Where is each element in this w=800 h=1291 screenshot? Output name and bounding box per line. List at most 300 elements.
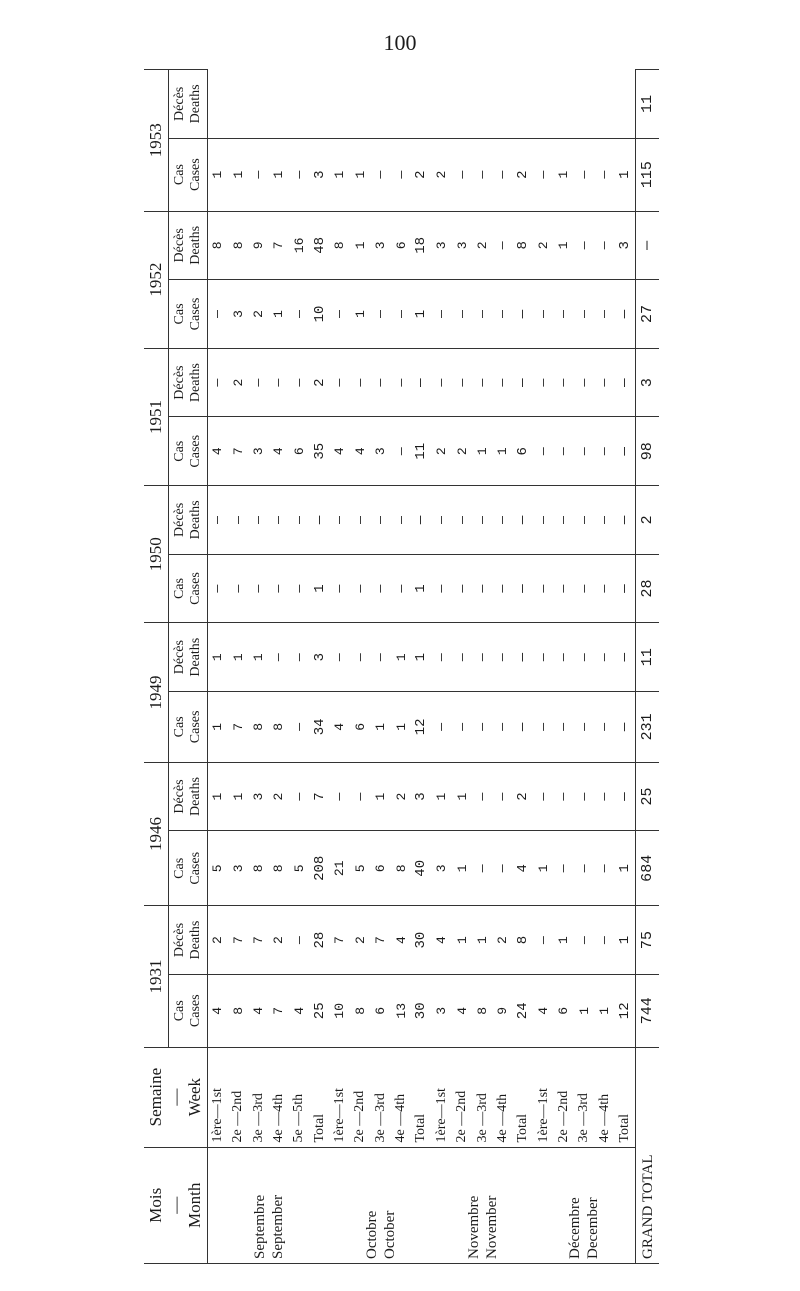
total-value: — [309,486,329,555]
value-cell: — [574,554,594,623]
value-cell: — [452,554,472,623]
value-cell: — [594,348,614,417]
total-value: 3 [309,623,329,692]
week-label: 3e —3rd [574,1047,594,1147]
grand-total-value: 2 [636,486,659,555]
value-cell: 1 [472,417,492,486]
value-cell: — [432,348,452,417]
total-value: 8 [513,906,533,975]
value-cell: 2 [432,417,452,486]
value-cell: 8 [269,831,289,906]
table-row [228,70,248,1264]
total-value: — [513,623,533,692]
value-cell: 4 [248,974,268,1047]
total-value: 30 [411,906,431,975]
value-cell: — [391,486,411,555]
total-value: 3 [615,211,636,280]
week-label: 4e —4th [269,1047,289,1147]
value-cell: — [350,762,370,831]
total-value: — [513,692,533,763]
value-cell: 6 [371,831,391,906]
week-header: Semaine — Week [144,1047,207,1147]
week-header-fr: Semaine [146,1067,165,1127]
total-value: 208 [309,831,329,906]
year-header-1951: 1951 [144,348,169,485]
value-cell: — [594,623,614,692]
month-cell [432,1147,534,1263]
cases-header [169,280,207,349]
deaths-header [169,623,207,692]
month-header-fr: Mois [146,1187,165,1223]
value-cell: 6 [391,211,411,280]
value-cell: 2 [493,906,513,975]
value-cell: 8 [330,211,350,280]
value-cell: 3 [228,831,248,906]
total-value: — [615,623,636,692]
value-cell: — [594,280,614,349]
value-cell: 5 [289,831,309,906]
value-cell: — [574,692,594,763]
value-cell: — [594,906,614,975]
value-cell: 2 [207,906,228,975]
value-cell: 8 [269,692,289,763]
value-cell: — [554,348,574,417]
table-row [248,70,268,1264]
value-cell: — [493,762,513,831]
value-cell: — [371,348,391,417]
value-cell: 1 [371,762,391,831]
value-cell: 1 [391,692,411,763]
week-label: 4e —4th [594,1047,614,1147]
value-cell: — [269,623,289,692]
total-row [513,70,533,1264]
table-row [554,70,574,1264]
value-cell: — [371,623,391,692]
total-value: — [411,348,431,417]
value-cell: — [594,831,614,906]
total-value: 48 [309,211,329,280]
value-cell: — [330,762,350,831]
value-cell: — [574,486,594,555]
value-cell: — [594,692,614,763]
value-cell: — [574,348,594,417]
cases-header [169,692,207,763]
rotated-table-container [144,69,657,1264]
value-cell: 1 [452,831,472,906]
value-cell: — [533,554,553,623]
value-cell: — [533,138,553,211]
value-cell: — [594,417,614,486]
value-cell: 4 [269,417,289,486]
value-cell: — [574,906,594,975]
value-cell: 6 [371,974,391,1047]
year-header-1953: 1953 [144,70,169,212]
value-cell: — [533,348,553,417]
value-cell: 8 [228,211,248,280]
grand-total-value: 75 [636,906,659,975]
total-value: 8 [513,211,533,280]
total-value: — [615,348,636,417]
total-value: 2 [513,762,533,831]
week-label: 4e —4th [391,1047,411,1147]
value-cell: 8 [472,974,492,1047]
value-cell: 1 [228,138,248,211]
value-cell: 4 [207,417,228,486]
value-cell: — [289,554,309,623]
month-name-fr: Décembre [567,1197,584,1259]
month-name-fr: Octobre [363,1210,380,1259]
total-value: 1 [615,906,636,975]
total-value: 1 [411,623,431,692]
week-label: 2e —2nd [228,1047,248,1147]
value-cell: 1 [594,974,614,1047]
total-value: 28 [309,906,329,975]
value-cell: — [594,486,614,555]
value-cell: — [594,554,614,623]
value-cell: — [330,348,350,417]
total-value: 2 [513,138,533,211]
table-row [533,70,553,1264]
deaths-header [169,348,207,417]
total-value: — [615,417,636,486]
total-value: 30 [411,974,431,1047]
value-cell: — [289,348,309,417]
value-cell: 2 [452,417,472,486]
value-cell: — [574,623,594,692]
value-cell: — [472,486,492,555]
deaths-header [169,906,207,975]
value-cell: — [452,138,472,211]
month-name-fr: Septembre [251,1194,268,1259]
total-value: 1 [615,138,636,211]
total-value: 40 [411,831,431,906]
year-header-1949: 1949 [144,623,169,762]
week-label: 1ère—1st [207,1047,228,1147]
value-cell: — [493,692,513,763]
value-cell: — [452,486,472,555]
value-cell: — [391,554,411,623]
value-cell: — [594,211,614,280]
value-cell: — [594,762,614,831]
value-cell: — [554,280,574,349]
value-cell: — [472,692,492,763]
value-cell: 7 [228,417,248,486]
value-cell: 1 [350,280,370,349]
value-cell: 2 [391,762,411,831]
table-row [269,70,289,1264]
value-cell: 1 [207,762,228,831]
value-cell: 8 [248,692,268,763]
value-cell: 3 [248,417,268,486]
month-header-en: Month [185,1182,205,1228]
deaths-header [169,762,207,831]
deaths-header-text: Décès Deaths [171,500,203,540]
cases-header-text: Cas Cases [171,297,203,331]
value-cell: 8 [207,211,228,280]
statistics-table [144,69,659,1264]
value-cell: — [371,280,391,349]
value-cell: — [248,554,268,623]
total-row [411,70,431,1264]
value-cell: — [574,280,594,349]
week-label: 5e —5th [289,1047,309,1147]
value-cell: 1 [269,138,289,211]
value-cell: 7 [330,906,350,975]
value-cell: — [248,486,268,555]
value-cell: — [289,486,309,555]
value-cell: — [554,831,574,906]
grand-total-value: 744 [636,974,659,1047]
total-value: — [615,280,636,349]
value-cell: — [350,623,370,692]
total-value: 24 [513,974,533,1047]
value-cell: — [330,280,350,349]
value-cell: — [493,554,513,623]
total-value: 4 [513,831,533,906]
value-cell: — [493,486,513,555]
cases-header-text: Cas Cases [171,158,203,191]
value-cell: — [248,348,268,417]
value-cell: 2 [472,211,492,280]
value-cell: 1 [228,762,248,831]
value-cell: — [432,692,452,763]
value-cell: — [472,623,492,692]
week-label: 2e —2nd [350,1047,370,1147]
value-cell: — [533,906,553,975]
week-label: 2e —2nd [554,1047,574,1147]
cases-header [169,138,207,211]
grand-total-value: 27 [636,280,659,349]
value-cell: — [533,417,553,486]
value-cell: 1 [207,623,228,692]
value-cell: 7 [269,974,289,1047]
total-value: — [615,762,636,831]
week-label: 4e —4th [493,1047,513,1147]
total-value: 12 [411,692,431,763]
value-cell: — [493,831,513,906]
total-value: 35 [309,417,329,486]
week-label: 3e —3rd [371,1047,391,1147]
value-cell: 1 [554,138,574,211]
value-cell: 7 [269,211,289,280]
value-cell: — [330,554,350,623]
grand-total-value: 11 [636,70,659,139]
grand-total-value: — [636,211,659,280]
value-cell: 7 [371,906,391,975]
table-row [594,70,614,1264]
value-cell: 16 [289,211,309,280]
value-cell: 4 [289,974,309,1047]
cases-header-text: Cas Cases [171,994,203,1028]
deaths-header [169,211,207,280]
total-value: 1 [411,554,431,623]
value-cell: — [371,138,391,211]
value-cell: — [554,623,574,692]
value-cell: 1 [269,280,289,349]
total-value: 10 [309,280,329,349]
value-cell: 3 [371,211,391,280]
cases-header [169,974,207,1047]
month-name-en: December [585,1197,602,1259]
value-cell: 6 [350,692,370,763]
value-cell: 2 [432,138,452,211]
cases-header [169,554,207,623]
value-cell: 1 [472,906,492,975]
table-row [432,70,452,1264]
value-cell: — [554,554,574,623]
cases-header [169,417,207,486]
value-cell: 6 [289,417,309,486]
total-label: Total [309,1047,329,1147]
value-cell: 5 [207,831,228,906]
value-cell: — [228,486,248,555]
value-cell: 7 [228,906,248,975]
month-header: Mois — Month [144,1147,207,1263]
value-cell: 4 [350,417,370,486]
value-cell: — [350,554,370,623]
value-cell: 1 [554,211,574,280]
grand-total-row [636,70,659,1264]
value-cell: 1 [248,623,268,692]
total-value: — [513,348,533,417]
week-label: 1ère—1st [432,1047,452,1147]
value-cell: 8 [350,974,370,1047]
value-cell: — [207,554,228,623]
value-cell: 3 [432,974,452,1047]
value-cell: — [350,348,370,417]
value-cell: — [574,138,594,211]
value-cell: 4 [452,974,472,1047]
value-cell: 1 [350,138,370,211]
value-cell: — [574,211,594,280]
value-cell: — [554,417,574,486]
value-cell: 8 [391,831,411,906]
value-cell: 1 [574,974,594,1047]
total-row [309,70,329,1264]
value-cell: — [391,138,411,211]
value-cell: 2 [533,211,553,280]
value-cell: — [330,486,350,555]
value-cell: 1 [391,623,411,692]
total-value: 6 [513,417,533,486]
value-cell: — [289,692,309,763]
table-body [207,70,659,1264]
total-value: — [513,554,533,623]
value-cell: 4 [207,974,228,1047]
value-cell: 7 [228,692,248,763]
value-cell: 3 [432,831,452,906]
value-cell: — [330,623,350,692]
value-cell: 1 [371,692,391,763]
value-cell: 21 [330,831,350,906]
value-cell: 3 [452,211,472,280]
value-cell: — [452,348,472,417]
value-cell: 3 [248,762,268,831]
value-cell: — [554,692,574,763]
value-cell: — [472,348,492,417]
grand-total-value: 231 [636,692,659,763]
value-cell: — [269,486,289,555]
value-cell: — [493,280,513,349]
total-value: — [615,486,636,555]
value-cell: — [289,623,309,692]
value-cell: — [289,762,309,831]
value-cell: — [472,831,492,906]
value-cell: — [371,554,391,623]
value-cell: — [533,280,553,349]
value-cell: 3 [371,417,391,486]
value-cell: — [493,623,513,692]
cases-header-text: Cas Cases [171,434,203,468]
total-value: — [513,280,533,349]
value-cell: — [371,486,391,555]
grand-total-label: GRAND TOTAL [636,1047,659,1263]
grand-total-value: 684 [636,831,659,906]
value-cell: — [574,762,594,831]
value-cell: — [248,138,268,211]
page-number: 100 [383,30,417,55]
total-value: 25 [309,974,329,1047]
value-cell: 8 [228,974,248,1047]
value-cell: — [452,692,472,763]
table-row [330,70,350,1264]
total-label: Total [411,1047,431,1147]
week-label: 1ère—1st [330,1047,350,1147]
week-label: 3e —3rd [472,1047,492,1147]
month-cell [330,1147,432,1263]
deaths-header-text: Décès Deaths [171,363,203,403]
year-header-1950: 1950 [144,486,169,623]
value-cell: 1 [452,762,472,831]
value-cell: 1 [554,906,574,975]
deaths-header [169,70,207,139]
total-value: — [615,692,636,763]
total-row [615,70,636,1264]
value-cell: — [432,486,452,555]
total-value: — [411,486,431,555]
value-cell: — [207,348,228,417]
value-cell: — [533,692,553,763]
grand-total-value: 98 [636,417,659,486]
value-cell: 3 [432,211,452,280]
value-cell: 13 [391,974,411,1047]
deaths-header [169,486,207,555]
cases-header-text: Cas Cases [171,851,203,885]
deaths-header-text: Décès Deaths [171,637,203,677]
value-cell: 7 [248,906,268,975]
value-cell: 1 [330,138,350,211]
total-label: Total [513,1047,533,1147]
value-cell: — [493,211,513,280]
value-cell: 4 [330,417,350,486]
total-value: 12 [615,974,636,1047]
deaths-header-text: Décès Deaths [171,225,203,265]
value-cell: — [452,280,472,349]
total-value: 1 [309,554,329,623]
total-value: — [513,486,533,555]
value-cell: 9 [493,974,513,1047]
value-cell: — [207,280,228,349]
grand-total-value: 3 [636,348,659,417]
table-row [350,70,370,1264]
table-row [452,70,472,1264]
table-row [371,70,391,1264]
value-cell: — [269,554,289,623]
value-cell: — [574,831,594,906]
table-row [391,70,411,1264]
value-cell: 6 [554,974,574,1047]
value-cell: 1 [493,417,513,486]
